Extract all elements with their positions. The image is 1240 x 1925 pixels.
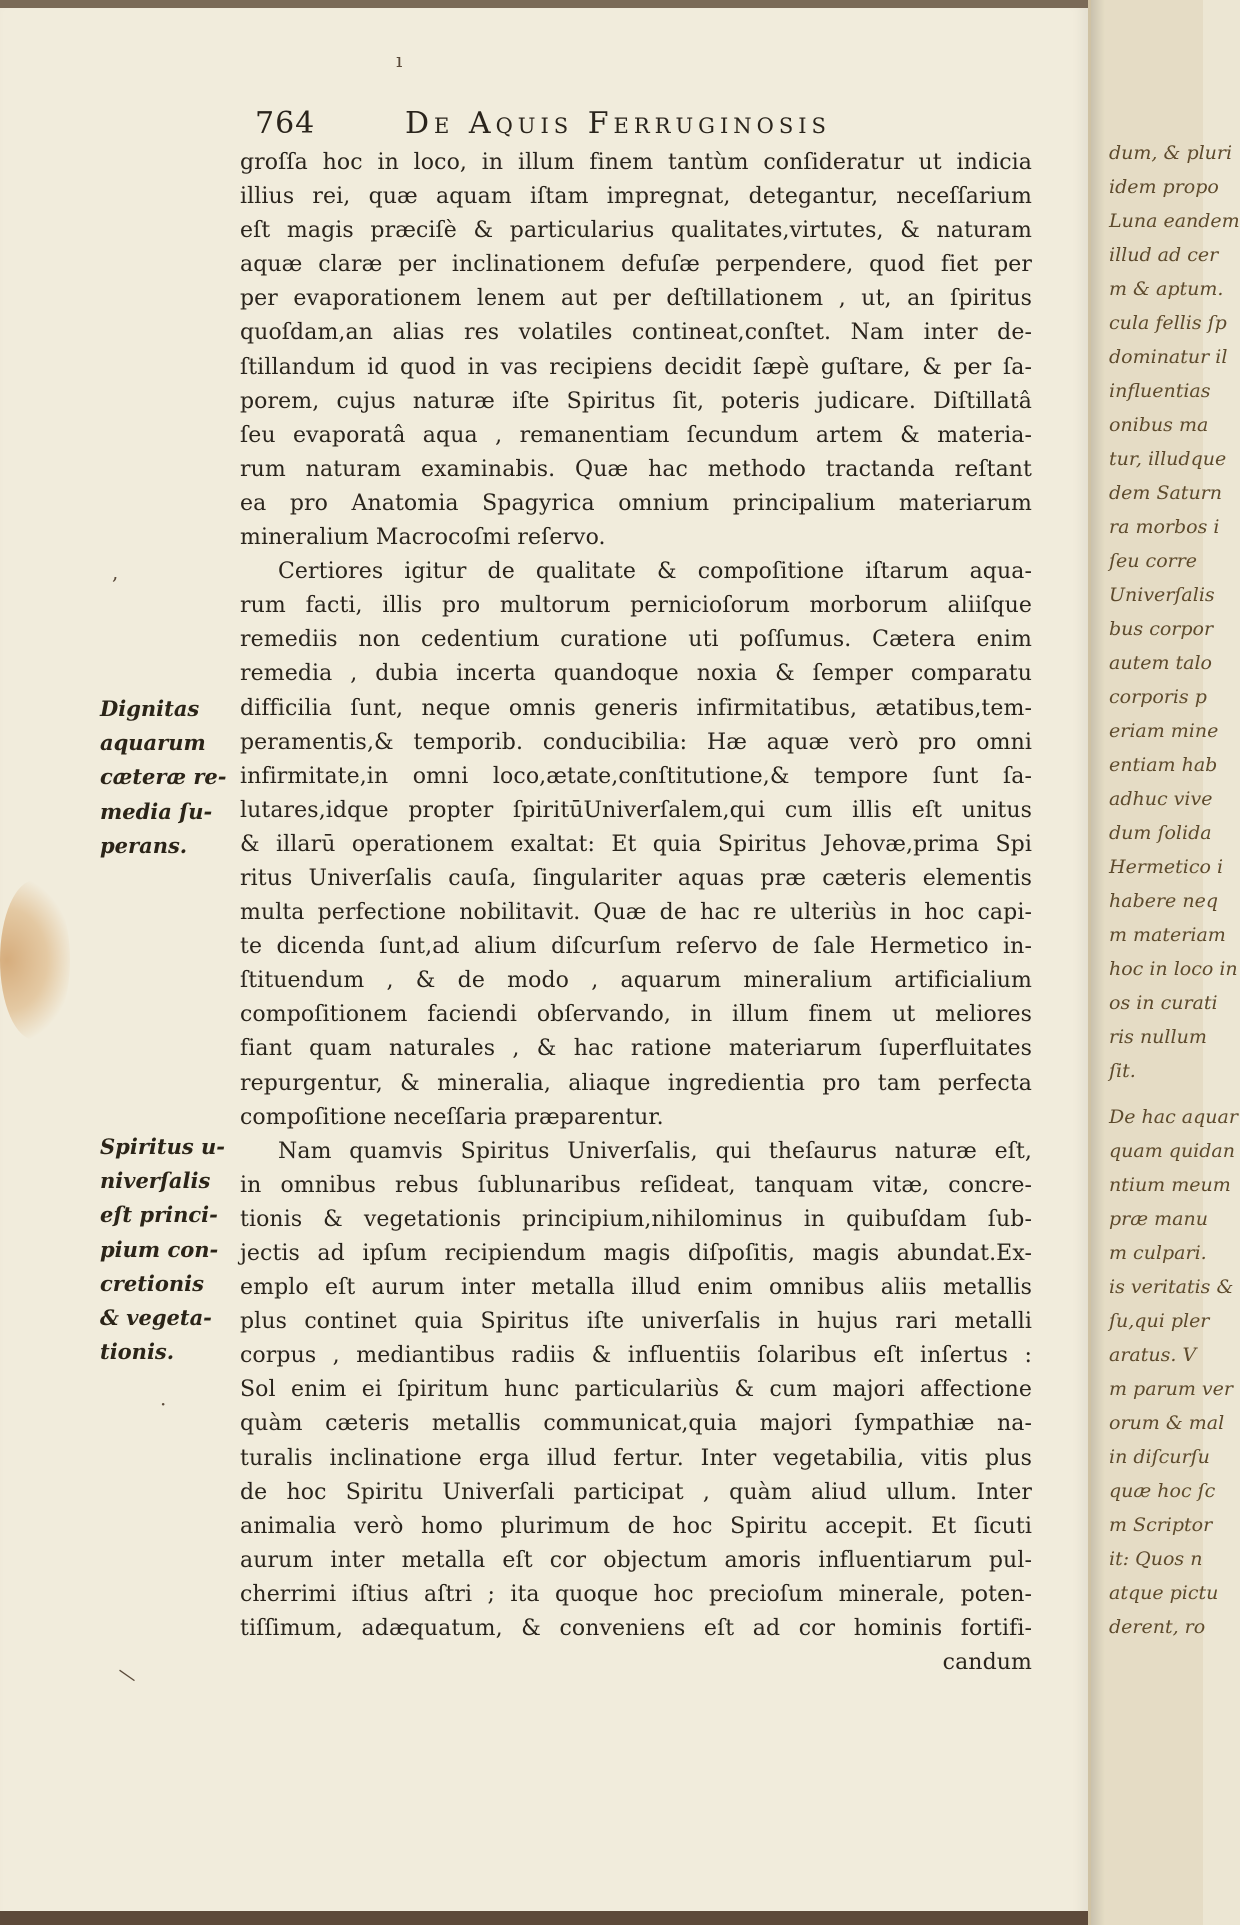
page-mark: ,	[112, 560, 119, 584]
facing-text-line: Hermetico i	[1109, 856, 1224, 878]
marginal-note-line: niverſalis	[100, 1168, 211, 1194]
text-line: corpus , mediantibus radiis & influentiis ſolaribus eſt inſertus :	[240, 1343, 1032, 1369]
text-line: compoſitione neceſſaria præparentur.	[240, 1104, 664, 1130]
marginal-note-line: aquarum	[100, 730, 206, 756]
facing-text-line: orum & mal	[1109, 1412, 1225, 1434]
marginal-note-line: Dignitas	[100, 696, 200, 721]
text-line: peramentis,& temporib. conducibilia: Hæ aquæ verò pro omni	[240, 729, 1032, 755]
text-line: remedia , dubia incerta quandoque noxia & ſemper comparatu	[240, 661, 1032, 687]
facing-text-line: illud ad cer	[1109, 244, 1219, 266]
marginal-note-line: perans.	[100, 832, 188, 858]
facing-text-line: autem talo	[1109, 652, 1212, 674]
text-line: aurum inter metalla eſt cor objectum amoris influentiarum pul-	[240, 1547, 1032, 1573]
text-line: tionis & vegetationis principium,nihilominus in quibuſdam ſub-	[240, 1206, 1032, 1232]
facing-text-line: De hac aquar	[1109, 1106, 1238, 1128]
facing-text-line: entiam hab	[1109, 754, 1218, 776]
facing-text-line: hoc in loco in	[1109, 958, 1238, 980]
facing-text-line: quam quidan	[1109, 1140, 1235, 1162]
page-mark: ·	[160, 1392, 167, 1416]
text-line: repurgentur, & mineralia, aliaque ingredientia pro tam perfecta	[240, 1070, 1032, 1096]
page-number: 764	[255, 106, 316, 141]
facing-text-line: præ manu	[1109, 1208, 1208, 1230]
text-line: & illarū operationem exaltat: Et quia Spiritus Jehovæ,prima Spi	[240, 831, 1032, 857]
text-line: quàm cæteris metallis communicat,quia majori ſympathiæ na-	[240, 1411, 1032, 1437]
facing-page-fragment	[1088, 0, 1240, 1925]
text-line: ſtituendum , & de modo , aquarum mineralium artificialium	[240, 968, 1032, 994]
marginal-note-line: cretionis	[100, 1270, 204, 1296]
text-line: compoſitionem faciendi obſervando, in illum finem ut meliores	[240, 1002, 1032, 1028]
facing-text-line: dominatur il	[1109, 346, 1228, 368]
text-line: porem, cujus naturæ iſte Spiritus ſit, poteris judicare. Diſtillatâ	[240, 388, 1032, 414]
text-line: ritus Univerſalis cauſa, ſingulariter aquas præ cæteris elementis	[240, 865, 1032, 891]
text-line: plus continet quia Spiritus iſte univerſalis in hujus rari metalli	[240, 1309, 1032, 1335]
text-line: emplo eſt aurum inter metalla illud enim omnibus aliis metallis	[240, 1275, 1032, 1301]
facing-text-line: adhuc vive	[1109, 788, 1213, 810]
text-line: tiſſimum, adæquatum, & conveniens eſt ad cor hominis fortifi-	[240, 1616, 1032, 1642]
marginal-note-line: tionis.	[100, 1339, 175, 1365]
text-line: per evaporationem lenem aut per deſtillationem , ut, an ſpiritus	[240, 286, 1032, 312]
facing-text-line: ſu,qui pler	[1109, 1310, 1210, 1332]
text-line: difficilia ſunt, neque omnis generis infirmitatibus, ætatibus,tem-	[240, 695, 1032, 721]
facing-text-line: it: Quos n	[1109, 1548, 1203, 1570]
text-line: lutares,idque propter ſpiritūUniverſalem,qui cum illis eſt unitus	[240, 797, 1032, 823]
text-line: in omnibus rebus ſublunaribus reſideat, tanquam vitæ, concre-	[240, 1172, 1032, 1198]
marginal-note-line: cæteræ re-	[100, 764, 227, 790]
facing-text-line: os in curati	[1109, 992, 1218, 1014]
page-header	[255, 106, 1055, 146]
text-line: rum naturam examinabis. Quæ hac methodo tractanda reſtant	[240, 456, 1032, 482]
marginal-note-dignitas	[100, 692, 240, 863]
text-line: eſt magis præciſè & particularius qualitates,virtutes, & naturam	[240, 218, 1032, 244]
facing-text-line: corporis p	[1109, 686, 1207, 708]
paper-stain	[0, 880, 70, 1040]
text-line: groſſa hoc in loco, in illum finem tantùm conſideratur ut indicia	[240, 150, 1032, 175]
marginal-note-line: pium con-	[100, 1236, 219, 1262]
facing-text-line: dum, & pluri	[1109, 142, 1233, 164]
facing-text-line: quæ hoc ſc	[1109, 1480, 1216, 1502]
text-line: animalia verò homo plurimum de hoc Spiritu accepit. Et ſicuti	[240, 1513, 1032, 1539]
facing-text-line: bus corpor	[1109, 618, 1214, 640]
text-line: quoſdam,an alias res volatiles contineat,conſtet. Nam inter de-	[240, 320, 1032, 346]
text-line: ea pro Anatomia Spagyrica omnium principalium materiarum	[240, 490, 1032, 516]
running-head: De Aquis Ferruginosis	[405, 106, 831, 141]
marginal-note-line: media ſu-	[100, 798, 213, 824]
text-line: rum facti, illis pro multorum pernicioſorum morborum aliiſque	[240, 593, 1032, 619]
text-line: ſeu evaporatâ aqua , remanentiam ſecundum artem & materia-	[240, 422, 1032, 448]
facing-text-line: cula fellis ſp	[1109, 312, 1227, 334]
facing-text-line: in diſcurſu	[1109, 1446, 1210, 1468]
text-line: fiant quam naturales , & hac ratione materiarum ſuperfluitates	[240, 1036, 1032, 1062]
text-line: te dicenda ſunt,ad alium diſcurſum reſervo de ſale Hermetico in-	[240, 934, 1032, 960]
marginal-note-line: Spiritus u-	[100, 1134, 225, 1159]
facing-text-line: onibus ma	[1109, 414, 1209, 436]
page-bottom-edge	[0, 1911, 1088, 1925]
facing-text-line: m parum ver	[1109, 1378, 1233, 1400]
text-line: mineralium Macrocoſmi reſervo.	[240, 525, 606, 551]
facing-text-line: ſit.	[1109, 1060, 1136, 1082]
facing-text-line: derent, ro	[1109, 1616, 1206, 1638]
facing-text-line: idem propo	[1109, 176, 1219, 198]
catchword: candum	[942, 1650, 1032, 1676]
facing-text-line: ſeu corre	[1109, 550, 1198, 572]
facing-text-line: dum ſolida	[1109, 822, 1212, 844]
marginal-note-line: eſt princi-	[100, 1202, 218, 1228]
facing-text-line: influentias	[1109, 380, 1211, 402]
facing-text-line: atque pictu	[1109, 1582, 1219, 1604]
main-text-block	[240, 146, 1032, 1680]
facing-text-line: ris nullum	[1109, 1026, 1207, 1048]
text-line: de hoc Spiritu Univerſali participat , quàm aliud ullum. Inter	[240, 1479, 1032, 1505]
facing-text-line: habere neq	[1109, 890, 1218, 912]
facing-text-line: ra morbos i	[1109, 516, 1220, 538]
text-line: remediis non cedentium curatione uti poſſumus. Cætera enim	[240, 627, 1032, 653]
text-line: ſtillandum id quod in vas recipiens decidit ſæpè guſtare, & per ſa-	[240, 354, 1032, 380]
facing-text-line: Univerſalis	[1109, 584, 1215, 606]
facing-text-line: is veritatis &	[1109, 1276, 1234, 1298]
text-line: turalis inclinatione erga illud fertur. Inter vegetabilia, vitis plus	[240, 1445, 1032, 1471]
facing-text-line: m culpari.	[1109, 1242, 1207, 1264]
page-top-edge	[0, 0, 1088, 8]
facing-text-line: eriam mine	[1109, 720, 1219, 742]
facing-text-line: ntium meum	[1109, 1174, 1231, 1196]
paragraph-start-line: Nam quamvis Spiritus Univerſalis, qui theſaurus naturæ eſt,	[278, 1138, 1032, 1164]
text-line: infirmitate,in omni loco,ætate,conſtitutione,& tempore ſunt ſa-	[240, 763, 1032, 789]
facing-text-line: m materiam	[1109, 924, 1226, 946]
page-mark: ı	[396, 48, 403, 72]
text-line: Sol enim ei ſpiritum hunc particulariùs & cum majori affectione	[240, 1377, 1032, 1403]
page-mark: —	[112, 1658, 144, 1690]
text-line: aquæ claræ per inclinationem defuſæ perpendere, quod fiet per	[240, 252, 1032, 278]
facing-text-line: m & aptum.	[1109, 278, 1224, 300]
marginal-note-spiritus	[100, 1130, 240, 1369]
facing-text-line: dem Saturn	[1109, 482, 1222, 504]
facing-text-line: Luna eandem	[1109, 210, 1240, 232]
text-line: cherrimi iſtius aſtri ; ita quoque hoc precioſum minerale, poten-	[240, 1581, 1032, 1607]
text-line: multa perfectione nobilitavit. Quæ de hac re ulteriùs in hoc capi-	[240, 900, 1032, 926]
facing-text-line: tur, illudque	[1109, 448, 1227, 470]
facing-text-line: m Scriptor	[1109, 1514, 1213, 1536]
page-gutter-shadow	[1091, 0, 1105, 1925]
text-line: jectis ad ipſum recipiendum magis diſpoſitis, magis abundat.Ex-	[240, 1241, 1032, 1266]
paragraph-start-line: Certiores igitur de qualitate & compoſitione iſtarum aqua-	[278, 559, 1032, 585]
text-line: illius rei, quæ aquam iſtam impregnat, detegantur, neceſſarium	[240, 184, 1032, 210]
marginal-note-line: & vegeta-	[100, 1305, 212, 1331]
facing-text-line: aratus. V	[1109, 1344, 1197, 1366]
